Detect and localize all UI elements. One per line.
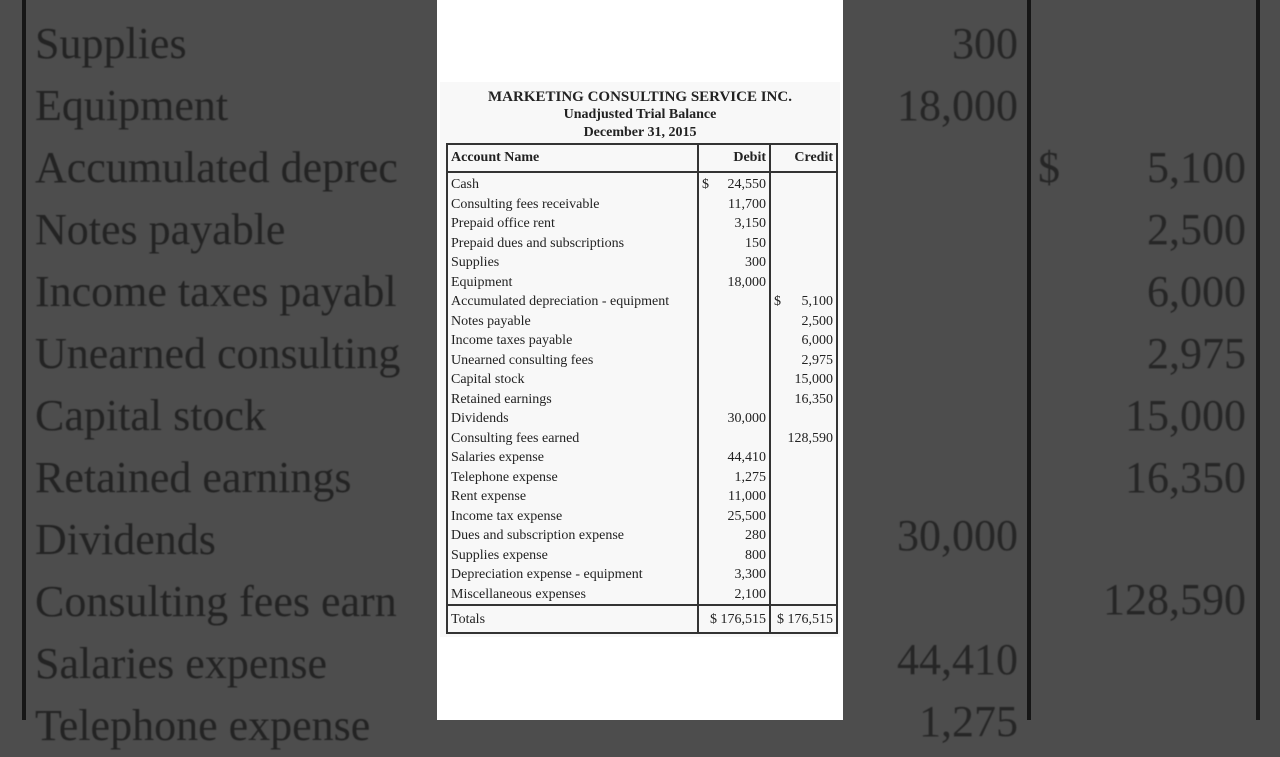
debit-amount	[698, 370, 770, 390]
bg-label: Capital stock	[35, 391, 266, 440]
column-header-debit: Debit	[698, 144, 770, 172]
table-row	[447, 312, 837, 332]
credit-amount	[770, 468, 837, 488]
table-row	[447, 468, 837, 488]
bg-credit-dollar: $	[1038, 143, 1060, 192]
debit-value: 24,550	[727, 177, 766, 193]
account-name: Depreciation expense - equipment	[447, 565, 698, 585]
credit-amount	[770, 195, 837, 215]
credit-amount	[770, 172, 837, 195]
table-row	[447, 526, 837, 546]
debit-amount: 2,100	[698, 585, 770, 606]
credit-amount	[770, 526, 837, 546]
account-name: Accumulated depreciation - equipment	[447, 292, 698, 312]
table-header-row	[447, 144, 837, 172]
table-row	[447, 507, 837, 527]
account-name: Consulting fees earned	[447, 429, 698, 449]
bg-debit: 18,000	[897, 81, 1018, 130]
account-name: Consulting fees receivable	[447, 195, 698, 215]
credit-amount	[770, 273, 837, 293]
credit-value: 5,100	[801, 294, 833, 310]
credit-amount: 16,350	[794, 391, 833, 407]
account-name: Dues and subscription expense	[447, 526, 698, 546]
credit-amount: 128,590	[787, 430, 833, 446]
credit-amount: 6,000	[801, 333, 833, 349]
account-name: Unearned consulting fees	[447, 351, 698, 371]
table-row	[447, 370, 837, 390]
table-row	[447, 390, 837, 410]
bg-label: Retained earnings	[35, 453, 352, 502]
table-row	[447, 253, 837, 273]
debit-amount	[698, 312, 770, 332]
bg-credit: 2,500	[1147, 205, 1246, 254]
bg-debit: 30,000	[897, 511, 1018, 560]
account-name: Dividends	[447, 409, 698, 429]
bg-credit: 128,590	[1103, 575, 1246, 624]
debit-amount: 3,150	[698, 214, 770, 234]
bg-debit: 1,275	[919, 697, 1018, 746]
table-row	[447, 429, 837, 449]
bg-label: Unearned consulting	[35, 329, 401, 378]
debit-amount	[698, 172, 770, 195]
bg-credit: 16,350	[1125, 453, 1246, 502]
debit-amount	[698, 429, 770, 449]
totals-label: Totals	[447, 605, 698, 633]
table-row	[447, 448, 837, 468]
bg-label: Accumulated deprec	[35, 143, 398, 192]
bg-credit: 15,000	[1125, 391, 1246, 440]
debit-amount: 11,700	[698, 195, 770, 215]
credit-amount	[770, 487, 837, 507]
background-table-border	[1256, 0, 1260, 720]
totals-row	[447, 605, 837, 633]
credit-amount	[770, 585, 837, 606]
account-name: Salaries expense	[447, 448, 698, 468]
bg-label: Notes payable	[35, 205, 286, 254]
debit-amount: 280	[698, 526, 770, 546]
account-name: Capital stock	[447, 370, 698, 390]
bg-label: Telephone expense	[35, 701, 371, 750]
debit-amount: 18,000	[698, 273, 770, 293]
total-debit: $ 176,515	[698, 605, 770, 633]
background-table-border	[22, 0, 26, 720]
debit-amount: 1,275	[698, 468, 770, 488]
debit-amount: 800	[698, 546, 770, 566]
background-left-account-names	[0, 0, 437, 750]
table-row	[447, 487, 837, 507]
trial-balance-card	[440, 82, 840, 637]
account-name: Telephone expense	[447, 468, 698, 488]
debit-amount	[698, 351, 770, 371]
report-date: December 31, 2015	[583, 125, 697, 140]
account-name: Supplies	[447, 253, 698, 273]
account-name: Retained earnings	[447, 390, 698, 410]
document-panel	[437, 0, 843, 720]
bg-label: Equipment	[35, 81, 229, 130]
credit-amount	[770, 214, 837, 234]
report-title: Unadjusted Trial Balance	[563, 107, 717, 122]
debit-amount: 300	[698, 253, 770, 273]
column-header-account: Account Name	[447, 144, 698, 172]
column-header-credit: Credit	[770, 144, 837, 172]
account-name: Supplies expense	[447, 546, 698, 566]
account-name: Income taxes payable	[447, 331, 698, 351]
background-table-border	[1027, 0, 1031, 720]
table-row	[447, 292, 837, 312]
total-credit: $ 176,515	[770, 605, 837, 633]
company-name: MARKETING CONSULTING SERVICE INC.	[488, 89, 792, 105]
account-name: Equipment	[447, 273, 698, 293]
table-row	[447, 409, 837, 429]
credit-amount: 15,000	[794, 372, 833, 388]
credit-amount	[770, 253, 837, 273]
debit-amount: 30,000	[698, 409, 770, 429]
bg-credit: 2,975	[1147, 329, 1246, 378]
account-name: Prepaid office rent	[447, 214, 698, 234]
table-row	[447, 546, 837, 566]
account-name: Miscellaneous expenses	[447, 585, 698, 606]
debit-amount	[698, 390, 770, 410]
table-row	[447, 351, 837, 371]
bg-label: Consulting fees earn	[35, 577, 397, 626]
debit-amount: 150	[698, 234, 770, 254]
credit-amount	[770, 409, 837, 429]
debit-amount	[698, 292, 770, 312]
account-name: Rent expense	[447, 487, 698, 507]
debit-amount	[698, 331, 770, 351]
account-name: Prepaid dues and subscriptions	[447, 234, 698, 254]
bg-label: Supplies	[35, 19, 187, 68]
bg-credit: 6,000	[1147, 267, 1246, 316]
credit-amount	[770, 546, 837, 566]
account-name: Income tax expense	[447, 507, 698, 527]
credit-amount: 2,975	[801, 352, 833, 368]
background-right-amounts	[843, 0, 1280, 746]
bg-debit: 300	[952, 19, 1018, 68]
debit-amount: 11,000	[698, 487, 770, 507]
table-row	[447, 172, 837, 195]
credit-amount	[770, 292, 837, 312]
bg-credit: 5,100	[1147, 143, 1246, 192]
bg-label: Income taxes payabl	[35, 267, 397, 316]
credit-amount: 2,500	[801, 313, 833, 329]
table-row	[447, 214, 837, 234]
table-row	[447, 273, 837, 293]
table-row	[447, 565, 837, 585]
dollar-sign: $	[774, 294, 781, 310]
credit-amount	[770, 448, 837, 468]
debit-amount: 25,500	[698, 507, 770, 527]
trial-balance-table	[446, 143, 838, 634]
credit-amount	[770, 234, 837, 254]
account-name: Cash	[447, 172, 698, 195]
debit-amount: 44,410	[698, 448, 770, 468]
credit-amount	[770, 507, 837, 527]
table-row	[447, 234, 837, 254]
credit-amount	[770, 565, 837, 585]
account-name: Notes payable	[447, 312, 698, 332]
dollar-sign: $	[702, 177, 709, 193]
bg-label: Dividends	[35, 515, 216, 564]
debit-amount: 3,300	[698, 565, 770, 585]
bg-debit: 44,410	[897, 635, 1018, 684]
table-row	[447, 331, 837, 351]
table-row	[447, 195, 837, 215]
table-row	[447, 585, 837, 606]
bg-label: Salaries expense	[35, 639, 327, 688]
